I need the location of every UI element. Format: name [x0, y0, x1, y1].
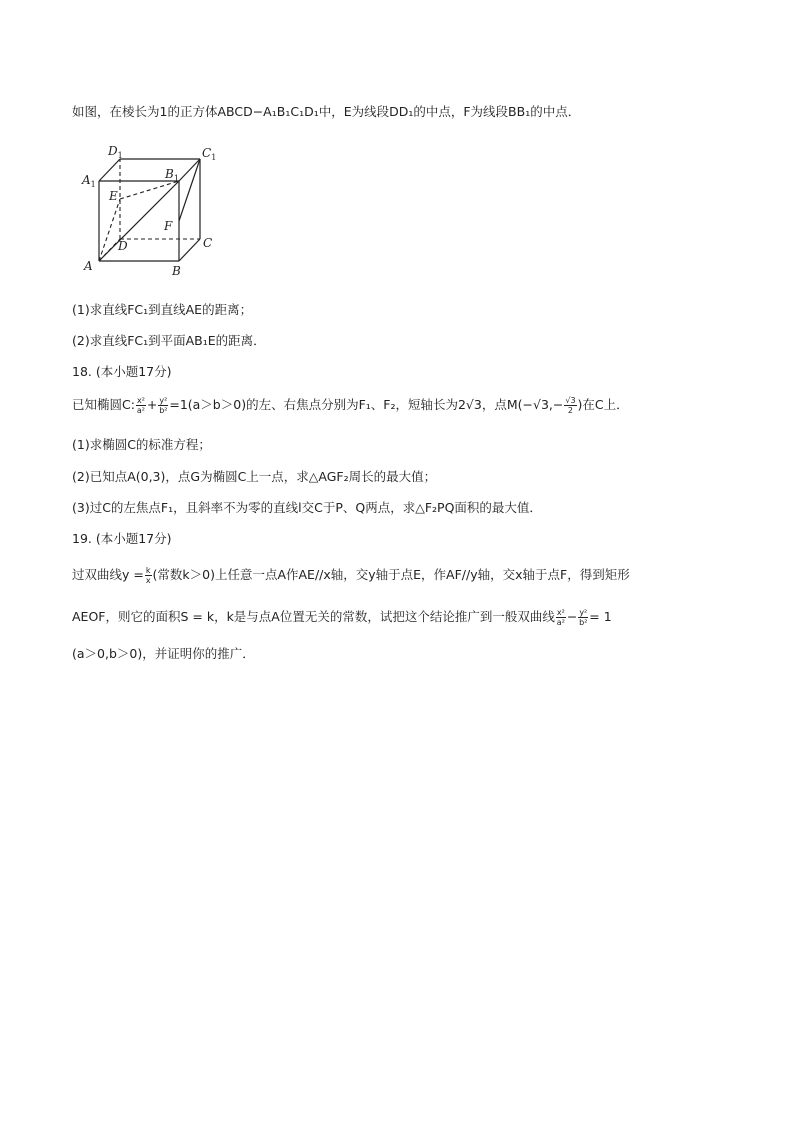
q19-line3: (a＞0,b＞0)，并证明你的推广．: [72, 646, 255, 661]
segment-f-c1: [179, 159, 200, 221]
frac-y-over-b: $\frac{\text{y²}}{\text{b²}}$: [159, 396, 168, 415]
label-a: A: [84, 259, 93, 273]
q19-heading: 19. (本小题17分): [72, 531, 172, 546]
frac-y2-over-b2: $\frac{\text{y²}}{\text{b²}}$: [579, 608, 588, 627]
q18-part3: (3)过C的左焦点F₁，且斜率不为零的直线l交C于P、Q两点，求△F₂PQ面积的最大值．: [72, 500, 542, 515]
label-e: E: [109, 189, 118, 203]
q18-stem-c: )在C上．: [577, 397, 629, 412]
q17-part1: (1)求直线FC₁到直线AE的距离；: [72, 302, 253, 317]
edge-a1-d1: [99, 159, 120, 181]
q18-part1: (1)求椭圆C的标准方程；: [72, 437, 211, 452]
label-f: F: [164, 219, 173, 233]
segment-a-e: [99, 199, 120, 261]
label-d1: $D_1$: [108, 144, 123, 160]
frac-k-over-x: $\frac{k}{x}$: [145, 566, 151, 585]
q18-stem-b: =1(a＞b＞0)的左、右焦点分别为F₁、F₂，短轴长为2√3，点M(−√3,−: [169, 397, 564, 412]
label-c1: $C_1$: [202, 146, 217, 162]
label-b: B: [172, 264, 181, 278]
cube-figure: [72, 140, 232, 280]
frac-x-over-a: $\frac{\text{x²}}{\text{a²}}$: [136, 396, 145, 415]
frac-x2-over-a2: $\frac{\text{x²}}{\text{a²}}$: [556, 608, 565, 627]
q18-part2: (2)已知点A(0,3)，点G为椭圆C上一点，求△AGF₂周长的最大值；: [72, 469, 437, 484]
q19-line1: 过双曲线y = $\frac{k}{x}$ (常数k＞0)上任意一点A作AE//x轴，交y轴于点E，作AF//y轴，交x轴于点F，得到矩形: [72, 566, 630, 585]
label-a1: $A_1$: [82, 173, 96, 189]
q18-heading: 18. (本小题17分): [72, 364, 172, 379]
q17-part2: (2)求直线FC₁到平面AB₁E的距离．: [72, 333, 266, 348]
label-c: C: [203, 236, 213, 250]
q19-line2: AEOF，则它的面积S = k，k是与点A位置无关的常数，试把这个结论推广到一般双曲线 $\frac{\text{x²}}{\text{a²}}$ − $\frac{\text{y²}}{\text{b²}}$ = 1: [72, 608, 612, 627]
label-b1: $B_1$: [165, 167, 179, 183]
edge-b-c: [179, 239, 200, 261]
frac-sqrt3-over-2: $\frac{√3}{2}$: [565, 396, 576, 415]
label-d: D: [118, 239, 128, 253]
q18-stem: 已知椭圆C: $\frac{\text{x²}}{\text{a²}}$ + $\frac{\text{y²}}{\text{b²}}$ =1(a＞b＞0)的左、右焦点分别为F₁、F₂，短轴长为2√3，点M(−√3,− $\frac{√3}{2}$ )在C上．: [72, 396, 629, 415]
q18-stem-a: 已知椭圆C:: [72, 397, 135, 412]
intro-text: 如图，在棱长为1的正方体ABCD−A₁B₁C₁D₁中，E为线段DD₁的中点，F为线段BB₁的中点．: [72, 104, 581, 119]
